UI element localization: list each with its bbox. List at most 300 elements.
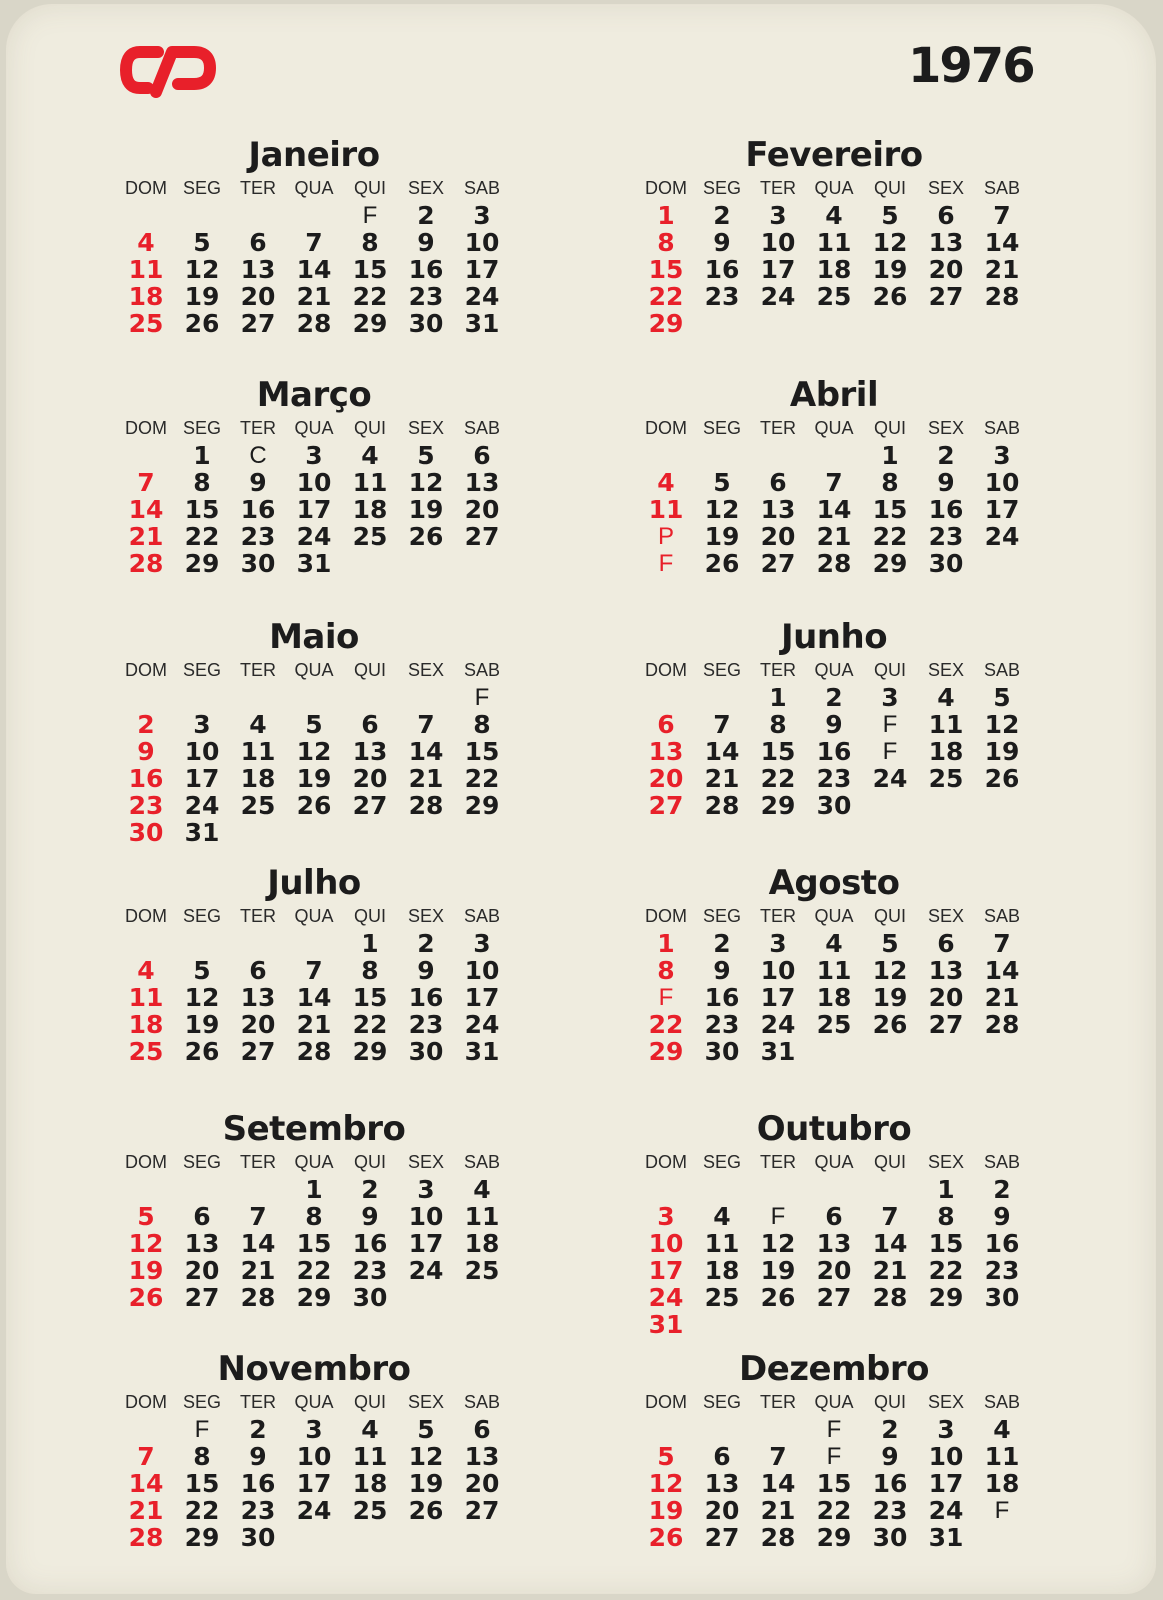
day-cell: 31 (464, 1037, 500, 1066)
day-cell: 3 (881, 683, 899, 712)
day-cell: 31 (296, 549, 332, 578)
day-cell: 8 (473, 710, 491, 739)
day-cell: 19 (408, 1469, 444, 1498)
day-cell: 11 (984, 1442, 1020, 1471)
day-cell: 29 (464, 791, 500, 820)
month-name: Abril (789, 375, 879, 415)
day-cell: 1 (657, 201, 675, 230)
day-cell: 22 (648, 282, 684, 311)
empty-cell (286, 930, 342, 957)
day-cell: 13 (760, 495, 796, 524)
weekday-header: DOM (645, 418, 687, 438)
day-cell: 21 (984, 255, 1020, 284)
weekday-header: SAB (463, 1392, 501, 1412)
day-cell: 6 (937, 929, 955, 958)
month-junho (624, 618, 1044, 819)
day-cell: 6 (473, 441, 491, 470)
day-cell: 23 (240, 1496, 276, 1525)
day-cell: 9 (713, 956, 731, 985)
day-cell: 16 (408, 255, 444, 284)
day-cell: 11 (816, 956, 852, 985)
day-cell: 24 (872, 764, 908, 793)
day-cell: 27 (760, 549, 796, 578)
day-grid (638, 902, 1044, 1065)
weekday-header: SEG (182, 1392, 221, 1412)
day-cell: 2 (417, 201, 435, 230)
day-cell: 16 (928, 495, 964, 524)
weekday-header: QUA (814, 418, 854, 438)
day-cell: 28 (128, 549, 164, 578)
empty-cell (230, 1176, 286, 1203)
day-cell: 9 (937, 468, 955, 497)
day-cell: 13 (648, 737, 684, 766)
day-cell: 18 (984, 1469, 1020, 1498)
day-cell: 7 (993, 929, 1011, 958)
day-cell: 5 (305, 710, 323, 739)
day-cell: 21 (816, 522, 852, 551)
day-cell: 19 (128, 1256, 164, 1285)
day-cell: 20 (816, 1256, 852, 1285)
day-cell: 16 (704, 255, 740, 284)
day-cell: 30 (352, 1283, 388, 1312)
day-cell: 19 (184, 1010, 220, 1039)
empty-cell (174, 202, 230, 229)
day-cell: 16 (240, 495, 276, 524)
day-cell: 13 (240, 983, 276, 1012)
day-cell: 15 (872, 495, 908, 524)
weekday-header: QUA (814, 178, 854, 198)
day-cell: 29 (760, 791, 796, 820)
day-cell: 2 (825, 683, 843, 712)
day-cell: 6 (249, 228, 267, 257)
month-name: Julho (267, 863, 361, 903)
day-cell: 28 (816, 549, 852, 578)
day-cell: 17 (464, 983, 500, 1012)
day-cell: 14 (128, 495, 164, 524)
day-cell: 17 (984, 495, 1020, 524)
day-cell: 26 (184, 309, 220, 338)
day-cell: 16 (128, 764, 164, 793)
day-cell: 10 (464, 228, 500, 257)
day-cell: 14 (240, 1229, 276, 1258)
day-cell: 13 (464, 1442, 500, 1471)
weekday-header: TER (760, 906, 796, 926)
empty-cell (638, 442, 694, 469)
day-cell: 4 (361, 441, 379, 470)
weekday-header: DOM (125, 418, 167, 438)
day-cell: 4 (713, 1202, 731, 1231)
day-cell: 19 (872, 255, 908, 284)
day-cell: 25 (128, 1037, 164, 1066)
weekday-header: TER (240, 178, 276, 198)
day-cell: 11 (648, 495, 684, 524)
day-cell: 11 (464, 1202, 500, 1231)
day-cell: 7 (305, 956, 323, 985)
day-cell: 11 (128, 255, 164, 284)
day-cell: 8 (657, 956, 675, 985)
day-cell: 26 (648, 1523, 684, 1552)
day-cell: 17 (408, 1229, 444, 1258)
empty-cell (174, 930, 230, 957)
day-cell: 9 (249, 1442, 267, 1471)
day-cell: 23 (240, 522, 276, 551)
weekday-header: SEG (702, 660, 741, 680)
day-cell: 1 (305, 1175, 323, 1204)
day-cell: 15 (464, 737, 500, 766)
day-cell: 28 (128, 1523, 164, 1552)
day-cell: 18 (464, 1229, 500, 1258)
day-cell: 17 (296, 1469, 332, 1498)
weekday-header: QUI (353, 660, 386, 680)
day-grid (118, 414, 524, 577)
day-cell: 26 (984, 764, 1020, 793)
day-cell: 25 (128, 309, 164, 338)
day-cell: 8 (937, 1202, 955, 1231)
month-name: Outubro (756, 1109, 912, 1149)
day-cell: 3 (993, 441, 1011, 470)
weekday-header: SAB (983, 178, 1021, 198)
day-cell: 14 (816, 495, 852, 524)
weekday-header: TER (760, 1392, 796, 1412)
month-janeiro (104, 136, 524, 337)
empty-cell (750, 1176, 806, 1203)
day-cell: 16 (816, 737, 852, 766)
month-fevereiro (624, 136, 1044, 337)
weekday-header: QUI (873, 906, 906, 926)
day-cell: 23 (984, 1256, 1020, 1285)
day-cell: 15 (648, 255, 684, 284)
day-cell: 7 (249, 1202, 267, 1231)
weekday-header: SAB (463, 1152, 501, 1172)
day-grid (638, 414, 1044, 577)
weekday-header: SEG (702, 906, 741, 926)
empty-cell (118, 1176, 174, 1203)
month-novembro (104, 1350, 524, 1551)
day-cell: 8 (657, 228, 675, 257)
day-grid (118, 656, 524, 846)
day-cell: 7 (137, 468, 155, 497)
day-cell: 5 (193, 228, 211, 257)
day-cell: 6 (361, 710, 379, 739)
weekday-header: SAB (463, 906, 501, 926)
day-cell: 17 (760, 255, 796, 284)
day-cell: 28 (296, 309, 332, 338)
day-cell: 5 (881, 201, 899, 230)
weekday-header: SAB (983, 418, 1021, 438)
weekday-header: SAB (983, 906, 1021, 926)
month-name: Dezembro (738, 1349, 930, 1389)
day-cell: 29 (872, 549, 908, 578)
empty-cell (230, 684, 286, 711)
day-cell: 8 (881, 468, 899, 497)
day-cell: 18 (352, 1469, 388, 1498)
day-cell: 5 (417, 1415, 435, 1444)
day-cell: 31 (648, 1310, 684, 1339)
weekday-header: QUI (873, 418, 906, 438)
day-cell: 19 (648, 1496, 684, 1525)
weekday-header: SAB (983, 660, 1021, 680)
day-cell: 2 (137, 710, 155, 739)
day-cell: 21 (704, 764, 740, 793)
day-cell: 26 (872, 1010, 908, 1039)
day-cell: 7 (417, 710, 435, 739)
day-cell: 5 (881, 929, 899, 958)
empty-cell (286, 684, 342, 711)
day-cell: 3 (657, 1202, 675, 1231)
day-cell: 14 (760, 1469, 796, 1498)
day-cell: 9 (713, 228, 731, 257)
day-cell: 12 (408, 468, 444, 497)
day-cell: 7 (993, 201, 1011, 230)
day-cell: 5 (713, 468, 731, 497)
day-cell: 28 (296, 1037, 332, 1066)
day-cell: 12 (872, 228, 908, 257)
day-cell: 30 (240, 549, 276, 578)
day-cell: 3 (473, 929, 491, 958)
weekday-header: SEG (702, 178, 741, 198)
day-cell: 3 (769, 201, 787, 230)
day-cell: 23 (128, 791, 164, 820)
day-cell: 26 (128, 1283, 164, 1312)
day-cell: 17 (760, 983, 796, 1012)
day-cell: 21 (408, 764, 444, 793)
day-cell: 15 (352, 255, 388, 284)
day-cell: 23 (872, 1496, 908, 1525)
day-cell: 10 (184, 737, 220, 766)
day-cell: 10 (984, 468, 1020, 497)
month-maio (104, 618, 524, 846)
day-cell: 29 (352, 1037, 388, 1066)
day-cell: 25 (816, 282, 852, 311)
day-cell: F (770, 1203, 786, 1230)
weekday-header: QUA (814, 660, 854, 680)
empty-cell (806, 1176, 862, 1203)
day-cell: 11 (240, 737, 276, 766)
day-cell: 4 (361, 1415, 379, 1444)
day-cell: 28 (704, 791, 740, 820)
year-label: 1976 (908, 38, 1034, 94)
day-cell: 14 (296, 255, 332, 284)
weekday-header: SEX (407, 178, 445, 198)
empty-cell (862, 1176, 918, 1203)
month-setembro (104, 1110, 524, 1311)
day-cell: 19 (760, 1256, 796, 1285)
day-cell: 4 (249, 710, 267, 739)
empty-cell (694, 1176, 750, 1203)
empty-cell (230, 930, 286, 957)
day-cell: 10 (408, 1202, 444, 1231)
day-cell: 22 (464, 764, 500, 793)
day-cell: 14 (984, 228, 1020, 257)
weekday-header: QUI (873, 1152, 906, 1172)
day-grid (638, 174, 1044, 337)
day-cell: 30 (704, 1037, 740, 1066)
weekday-header: QUA (294, 178, 334, 198)
day-cell: 29 (296, 1283, 332, 1312)
empty-cell (118, 684, 174, 711)
day-cell: 6 (473, 1415, 491, 1444)
day-cell: 24 (184, 791, 220, 820)
weekday-header: QUI (353, 906, 386, 926)
day-cell: 5 (657, 1442, 675, 1471)
day-cell: 3 (305, 441, 323, 470)
day-cell: 30 (128, 818, 164, 847)
day-cell: 15 (816, 1469, 852, 1498)
weekday-header: TER (240, 660, 276, 680)
day-cell: 23 (704, 282, 740, 311)
day-cell: 20 (464, 495, 500, 524)
day-cell: 27 (240, 309, 276, 338)
day-cell: 11 (352, 468, 388, 497)
day-cell: 12 (872, 956, 908, 985)
day-cell: 2 (937, 441, 955, 470)
day-cell: 22 (648, 1010, 684, 1039)
day-cell: 20 (184, 1256, 220, 1285)
day-cell: 20 (352, 764, 388, 793)
day-cell: 24 (760, 1010, 796, 1039)
weekday-header: DOM (125, 660, 167, 680)
day-cell: 13 (704, 1469, 740, 1498)
day-cell: 4 (473, 1175, 491, 1204)
weekday-header: TER (760, 1152, 796, 1172)
empty-cell (694, 684, 750, 711)
day-cell: 21 (296, 1010, 332, 1039)
day-cell: 30 (408, 309, 444, 338)
day-cell: P (657, 523, 674, 550)
day-cell: 24 (464, 1010, 500, 1039)
weekday-header: DOM (125, 178, 167, 198)
day-cell: 2 (993, 1175, 1011, 1204)
day-grid (638, 656, 1044, 819)
weekday-header: QUI (353, 418, 386, 438)
day-cell: 19 (704, 522, 740, 551)
weekday-header: SAB (983, 1152, 1021, 1172)
day-cell: 23 (352, 1256, 388, 1285)
day-cell: 15 (184, 1469, 220, 1498)
day-cell: 14 (704, 737, 740, 766)
month-outubro (624, 1110, 1044, 1338)
day-cell: 9 (825, 710, 843, 739)
day-cell: 26 (296, 791, 332, 820)
day-cell: 2 (713, 929, 731, 958)
day-cell: 17 (928, 1469, 964, 1498)
day-cell: 30 (872, 1523, 908, 1552)
day-cell: 22 (872, 522, 908, 551)
weekday-header: QUI (873, 178, 906, 198)
empty-cell (750, 442, 806, 469)
empty-cell (230, 202, 286, 229)
empty-cell (694, 442, 750, 469)
weekday-header: SEX (927, 1392, 965, 1412)
day-cell: 27 (816, 1283, 852, 1312)
day-cell: 7 (713, 710, 731, 739)
day-cell: 6 (193, 1202, 211, 1231)
day-cell: 6 (657, 710, 675, 739)
day-cell: 12 (296, 737, 332, 766)
empty-cell (638, 684, 694, 711)
weekday-header: SEX (927, 178, 965, 198)
empty-cell (286, 202, 342, 229)
month-name: Junho (780, 617, 888, 657)
month-agosto (624, 864, 1044, 1065)
day-cell: 25 (816, 1010, 852, 1039)
day-cell: 16 (240, 1469, 276, 1498)
empty-cell (638, 1176, 694, 1203)
day-cell: 15 (352, 983, 388, 1012)
day-cell: 22 (296, 1256, 332, 1285)
weekday-header: QUA (294, 418, 334, 438)
empty-cell (174, 1176, 230, 1203)
day-cell: 21 (760, 1496, 796, 1525)
day-cell: 25 (352, 522, 388, 551)
day-cell: 10 (296, 468, 332, 497)
day-cell: 10 (760, 228, 796, 257)
day-cell: F (194, 1416, 210, 1443)
day-cell: 31 (464, 309, 500, 338)
day-cell: 20 (240, 1010, 276, 1039)
day-cell: 20 (464, 1469, 500, 1498)
day-cell: 4 (137, 228, 155, 257)
day-cell: 6 (713, 1442, 731, 1471)
day-cell: 25 (240, 791, 276, 820)
day-cell: F (882, 738, 898, 765)
day-cell: 26 (872, 282, 908, 311)
weekday-header: TER (760, 660, 796, 680)
weekday-header: QUA (814, 1152, 854, 1172)
weekday-header: TER (240, 906, 276, 926)
day-cell: 20 (240, 282, 276, 311)
month-name: Janeiro (248, 135, 380, 175)
day-cell: 25 (352, 1496, 388, 1525)
day-cell: 12 (184, 255, 220, 284)
weekday-header: QUI (353, 1152, 386, 1172)
day-cell: 19 (184, 282, 220, 311)
day-cell: 9 (993, 1202, 1011, 1231)
day-cell: 24 (984, 522, 1020, 551)
day-cell: F (994, 1497, 1010, 1524)
day-cell: F (882, 711, 898, 738)
day-cell: 27 (352, 791, 388, 820)
weekday-header: SEG (182, 178, 221, 198)
day-cell: 28 (872, 1283, 908, 1312)
day-cell: 26 (760, 1283, 796, 1312)
weekday-header: TER (240, 1152, 276, 1172)
day-cell: 23 (704, 1010, 740, 1039)
day-cell: 10 (648, 1229, 684, 1258)
day-cell: 28 (984, 1010, 1020, 1039)
day-cell: 13 (928, 228, 964, 257)
day-cell: 27 (240, 1037, 276, 1066)
day-cell: 6 (825, 1202, 843, 1231)
day-cell: 11 (352, 1442, 388, 1471)
day-cell: 18 (128, 282, 164, 311)
weekday-header: DOM (645, 178, 687, 198)
empty-cell (750, 1416, 806, 1443)
empty-cell (638, 1416, 694, 1443)
weekday-header: SEG (702, 1152, 741, 1172)
day-cell: 21 (128, 1496, 164, 1525)
day-cell: 17 (184, 764, 220, 793)
weekday-header: QUA (814, 1392, 854, 1412)
day-cell: 2 (881, 1415, 899, 1444)
day-cell: 20 (928, 983, 964, 1012)
empty-cell (342, 684, 398, 711)
day-cell: 13 (184, 1229, 220, 1258)
day-cell: 12 (648, 1469, 684, 1498)
day-cell: 26 (704, 549, 740, 578)
day-cell: 28 (760, 1523, 796, 1552)
weekday-header: SEG (182, 418, 221, 438)
